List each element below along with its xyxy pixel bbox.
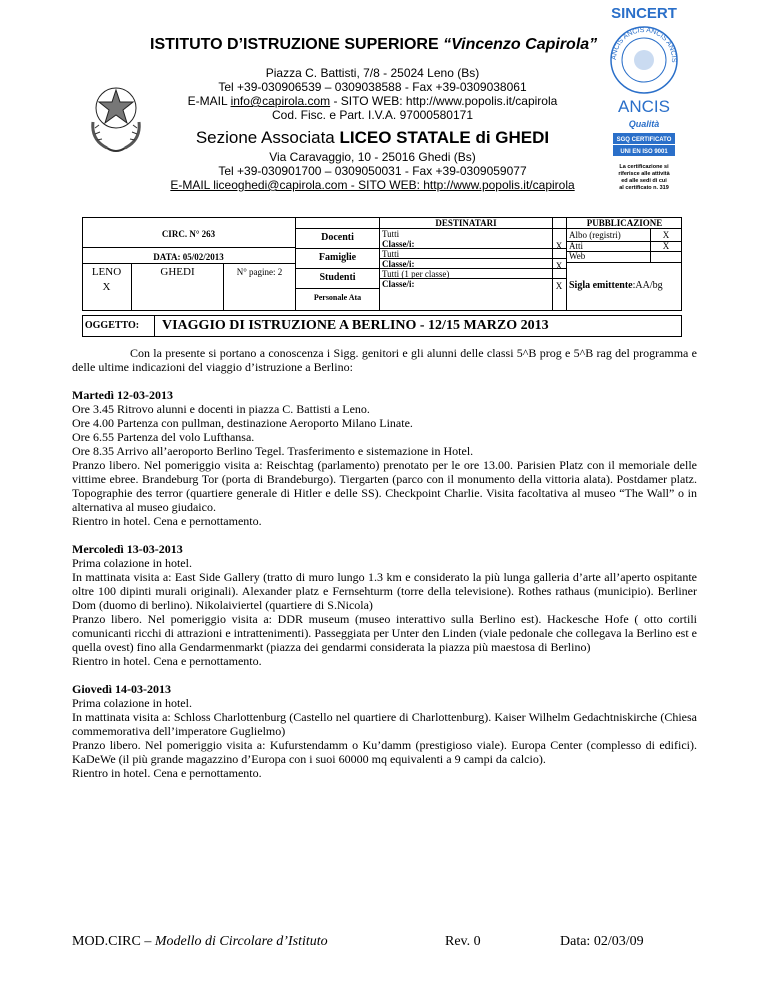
circular-date: DATA: 05/02/2013 xyxy=(153,252,224,262)
studenti-tutti: Tutti (1 per classe) xyxy=(382,269,450,279)
section-address: Via Caravaggio, 10 - 25016 Ghedi (Bs) xyxy=(269,150,476,164)
docenti-classe: Classe/i: xyxy=(382,239,415,249)
ancis-logo: ANCIS xyxy=(618,97,670,116)
day1-line: Ore 4.00 Partenza con pullman, destinazione Aeroporto Milano Linate. xyxy=(72,416,413,430)
svg-text:riferisce alle attività: riferisce alle attività xyxy=(618,171,670,177)
docenti-mark: X xyxy=(555,241,563,251)
svg-text:UNI EN ISO 9001: UNI EN ISO 9001 xyxy=(620,149,668,155)
studenti-classe: Classe/i: xyxy=(382,279,415,289)
svg-text:ed alle sedi di cui: ed alle sedi di cui xyxy=(621,178,667,184)
site-leno-mark: X xyxy=(102,281,111,293)
svg-text:SGQ CERTIFICATO: SGQ CERTIFICATO xyxy=(616,137,672,143)
subject-text: VIAGGIO DI ISTRUZIONE A BERLINO - 12/15 MARZO 2013 xyxy=(162,318,549,333)
intro-paragraph: Con la presente si portano a conoscenza i Sigg. genitori e gli alunni delle classi 5^B prog e 5^B rag del programma e delle ultime indicazioni del viaggio d’istruzione a Berlino: xyxy=(72,346,697,374)
recipient-famiglie: Famiglie xyxy=(318,252,357,263)
day2-line: Rientro in hotel. Cena e pernottamento. xyxy=(72,654,262,668)
day2-line: Pranzo libero. Nel pomeriggio visita a: DDR museum (museo interattivo sulla Berlino est). Hackesche Hofe ( otto cortili comunicanti ricchi di attrazioni e intrattenimenti). Passeggiata per Unter den Linden (viale pedonale che collegava la Berlino est e quella ovest) fino alla Gendarmenmarkt (piazza dei gendarmi considerata la piazza più maestosa di Berlino) xyxy=(72,612,697,654)
day2-title: Mercoledì 13-03-2013 xyxy=(72,542,183,556)
school-address: Piazza C. Battisti, 7/8 - 25024 Leno (Bs) xyxy=(265,66,480,80)
circular-info-table xyxy=(82,217,682,311)
pubblicazione-header: PUBBLICAZIONE xyxy=(586,218,663,228)
ancis-ring-text: ANCIS ANCIS ANCIS ANCIS xyxy=(610,26,678,63)
famiglie-classe: Classe/i: xyxy=(382,259,415,269)
footer-model: MOD.CIRC – Modello di Circolare d’Istituto xyxy=(72,934,328,949)
circular-number: CIRC. N° 263 xyxy=(161,229,216,239)
svg-text:al certificato n. 319: al certificato n. 319 xyxy=(619,185,669,191)
footer-date: Data: 02/03/09 xyxy=(560,934,644,949)
svg-text:Qualità: Qualità xyxy=(628,119,660,129)
site-ghedi: GHEDI xyxy=(160,266,195,278)
certification-badge xyxy=(605,2,683,207)
day3-line: Prima colazione in hotel. xyxy=(72,696,192,710)
studenti-mark: X xyxy=(555,281,563,291)
sincert-logo: SINCERT xyxy=(611,5,677,22)
pub-web: Web xyxy=(569,251,586,261)
pub-albo-mark: X xyxy=(662,230,670,240)
school-email-web: E-MAIL info@capirola.com - SITO WEB: http://www.popolis.it/capirola xyxy=(187,94,558,108)
day2-line: Prima colazione in hotel. xyxy=(72,556,192,570)
section-email-web[interactable]: E-MAIL liceoghedi@capirola.com - SITO WEB: http://www.popolis.it/capirola xyxy=(170,178,575,192)
day1-line: Ore 6.55 Partenza del volo Lufthansa. xyxy=(72,430,255,444)
day1-line: Pranzo libero. Nel pomeriggio visita a: Reischtag (parlamento) prenotato per le ore 13.00. Parisien Platz con il memoriale delle vittime ebree. Brandeburg Tor (porta di Brandeburgo). Tiergarten (parco con il monumento della vittoria alata). Postdamer platz. Topographie des terror (quartiere generale di Hitler e delle SS). Checkpoint Charlie. Visita facoltativa al museo “The Wall” o in alternativa al museo giudaico. xyxy=(72,458,697,514)
section-title: Sezione Associata LICEO STATALE di GHEDI xyxy=(195,128,550,147)
day1-line: Ore 8.35 Arrivo all’aeroporto Berlino Tegel. Trasferimento e sistemazione in Hotel. xyxy=(72,444,474,458)
letterhead xyxy=(0,0,768,215)
day3-line: Rientro in hotel. Cena e pernottamento. xyxy=(72,766,262,780)
famiglie-tutti: Tutti xyxy=(382,249,400,259)
italian-republic-emblem-icon xyxy=(85,82,147,154)
page-count: N° pagine: 2 xyxy=(236,267,283,277)
sigla-emittente: Sigla emittente:AA/bg xyxy=(569,280,663,291)
page-footer xyxy=(72,934,712,956)
school-fiscal-code: Cod. Fisc. e Part. I.V.A. 97000580171 xyxy=(271,108,474,122)
school-title: ISTITUTO D’ISTRUZIONE SUPERIORE “Vincenzo Capirola” xyxy=(150,36,598,53)
section-phone: Tel +39-030901700 – 0309050031 - Fax +39-0309059077 xyxy=(218,164,527,178)
famiglie-mark: X xyxy=(555,261,563,271)
day1-title: Martedì 12-03-2013 xyxy=(72,388,173,402)
recipient-docenti: Docenti xyxy=(321,232,354,243)
day2-line: In mattinata visita a: East Side Gallery (tratto di muro lungo 1.3 km e considerato la più lunga galleria d’arte all’aperto ospitante oltre 100 dipinti murali originali). Alexander platz e Fernsehturm (torre della televisione). Rothes rathaus (municipio). Berliner Dom (duomo di berlino). Nikolaiviertel (quartiere di S.Nicola) xyxy=(72,570,697,612)
svg-text:La certificazione si: La certificazione si xyxy=(619,164,669,170)
pub-atti: Atti xyxy=(569,241,584,251)
subject-label: OGGETTO: xyxy=(84,320,140,331)
footer-revision: Rev. 0 xyxy=(445,934,481,949)
docenti-tutti: Tutti xyxy=(382,229,400,239)
subject-row xyxy=(82,315,682,337)
recipient-personale-ata: Personale Ata xyxy=(313,293,362,302)
day3-line: Pranzo libero. Nel pomeriggio visita a: Kufurstendamm o Ku’damm (prestigioso viale). Europa Center (complesso di edifici). KaDeWe (il più grande magazzino d’Europa con i suoi 60000 mq equivalenti a 9 campi da calcio). xyxy=(72,738,697,766)
circular-body xyxy=(72,346,697,780)
day3-title: Giovedì 14-03-2013 xyxy=(72,682,171,696)
day3-line: In mattinata visita a: Schloss Charlottenburg (Castello nel quartiere di Charlottenburg). Kaiser Wilhelm Gedachtniskirche (Chiesa commemorativa dell’imperatore Guglielmo) xyxy=(72,710,697,738)
pub-albo: Albo (registri) xyxy=(569,230,621,240)
day1-line: Ore 3.45 Ritrovo alunni e docenti in piazza C. Battisti a Leno. xyxy=(72,402,370,416)
day1-line: Rientro in hotel. Cena e pernottamento. xyxy=(72,514,262,528)
destinatari-header: DESTINATARI xyxy=(435,218,497,228)
pub-atti-mark: X xyxy=(662,241,670,251)
recipient-studenti: Studenti xyxy=(319,272,356,283)
school-phone: Tel +39-030906539 – 0309038588 - Fax +39-0309038061 xyxy=(218,80,527,94)
school-email-link[interactable]: info@capirola.com xyxy=(230,94,331,108)
site-leno: LENO xyxy=(91,266,122,278)
